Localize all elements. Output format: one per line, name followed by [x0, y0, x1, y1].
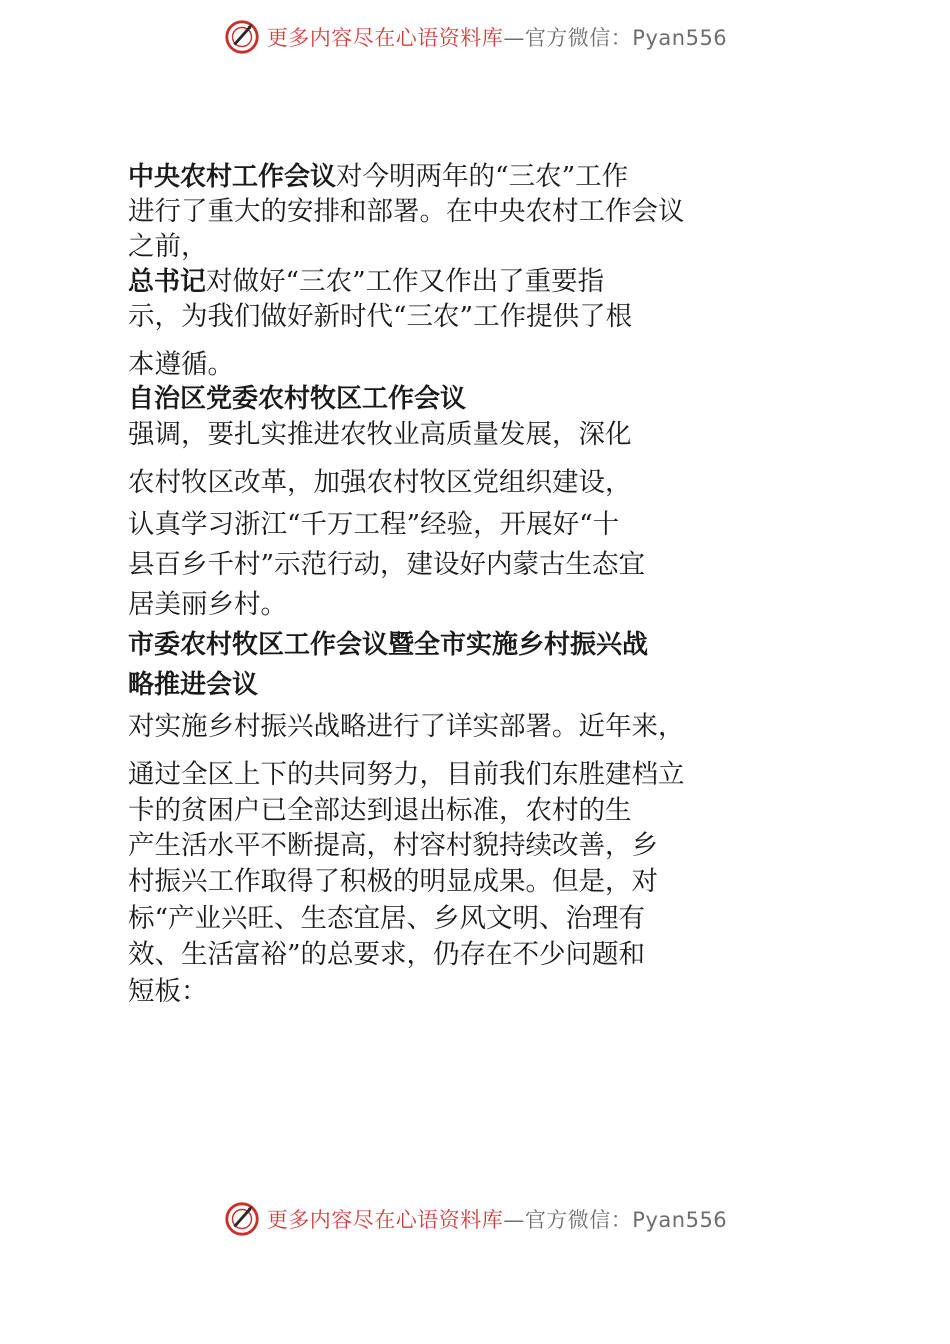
text-run: 认真学习浙江“千万工程”经验，开展好“十 [128, 509, 620, 540]
banner-text: 更多内容尽在心语资料库—官方微信：Pyan556 [266, 26, 728, 50]
text-line [128, 160, 628, 194]
text-run: 之前， [128, 231, 208, 262]
bold-phrase: 中央农村工作会议 [128, 162, 337, 192]
bold-phrase: 总书记 [128, 267, 207, 297]
red-seal-logo-icon [223, 18, 261, 56]
text-run: 卡的贫困户已全部达到退出标准，农村的生 [128, 795, 632, 826]
text-line [128, 195, 685, 229]
text-line [128, 382, 466, 416]
text-line [128, 466, 632, 500]
text-line [128, 230, 208, 264]
text-run: 进行了重大的安排和部署。在中央农村工作会议 [128, 196, 685, 227]
text-run: 本遵循。 [128, 349, 234, 380]
text-line [128, 938, 645, 972]
text-run: 农村牧区改革，加强农村牧区党组织建设， [128, 467, 632, 498]
text-run: 产生活水平不断提高，村容村貌持续改善，乡 [128, 830, 658, 861]
text-line [128, 418, 632, 452]
banner-text: 更多内容尽在心语资料库—官方微信：Pyan556 [266, 1208, 728, 1232]
text-run: 村振兴工作取得了积极的明显成果。但是，对 [128, 866, 658, 897]
text-run: 示，为我们做好新时代“三农”工作提供了根 [128, 301, 633, 332]
text-run: 标“产业兴旺、生态宜居、乡风文明、治理有 [128, 903, 646, 934]
text-line [128, 348, 234, 382]
text-run: 效、生活富裕”的总要求，仍存在不少问题和 [128, 939, 646, 970]
text-line [128, 829, 658, 863]
bold-phrase: 略推进会议 [128, 670, 259, 700]
text-line [128, 758, 685, 792]
text-line [128, 265, 604, 299]
text-line [128, 668, 258, 702]
text-line [128, 794, 632, 828]
text-line [128, 508, 619, 542]
header-banner [0, 14, 950, 60]
text-line [128, 975, 208, 1009]
text-run: 强调，要扎实推进农牧业高质量发展，深化 [128, 419, 632, 450]
text-run: 县百乡千村”示范行动，建设好内蒙古生态宜 [128, 549, 646, 580]
text-run: 对今明两年的“三农”工作 [336, 161, 629, 192]
text-line [128, 300, 632, 334]
text-line [128, 902, 645, 936]
text-run: 通过全区上下的共同努力，目前我们东胜建档立 [128, 759, 685, 790]
bold-phrase: 市委农村牧区工作会议暨全市实施乡村振兴战 [128, 630, 649, 660]
text-line [128, 710, 685, 744]
text-run: 对实施乡村振兴战略进行了详实部署。近年来， [128, 711, 685, 742]
text-line [128, 865, 658, 899]
red-seal-logo-icon [223, 1200, 261, 1238]
text-run: 短板： [128, 976, 208, 1007]
text-run: 对做好“三农”工作又作出了重要指 [206, 266, 605, 297]
footer-banner [0, 1196, 950, 1242]
text-run: 居美丽乡村。 [128, 589, 287, 620]
text-line [128, 588, 287, 622]
text-line [128, 628, 648, 662]
text-line [128, 548, 645, 582]
bold-phrase: 自治区党委农村牧区工作会议 [128, 384, 467, 414]
